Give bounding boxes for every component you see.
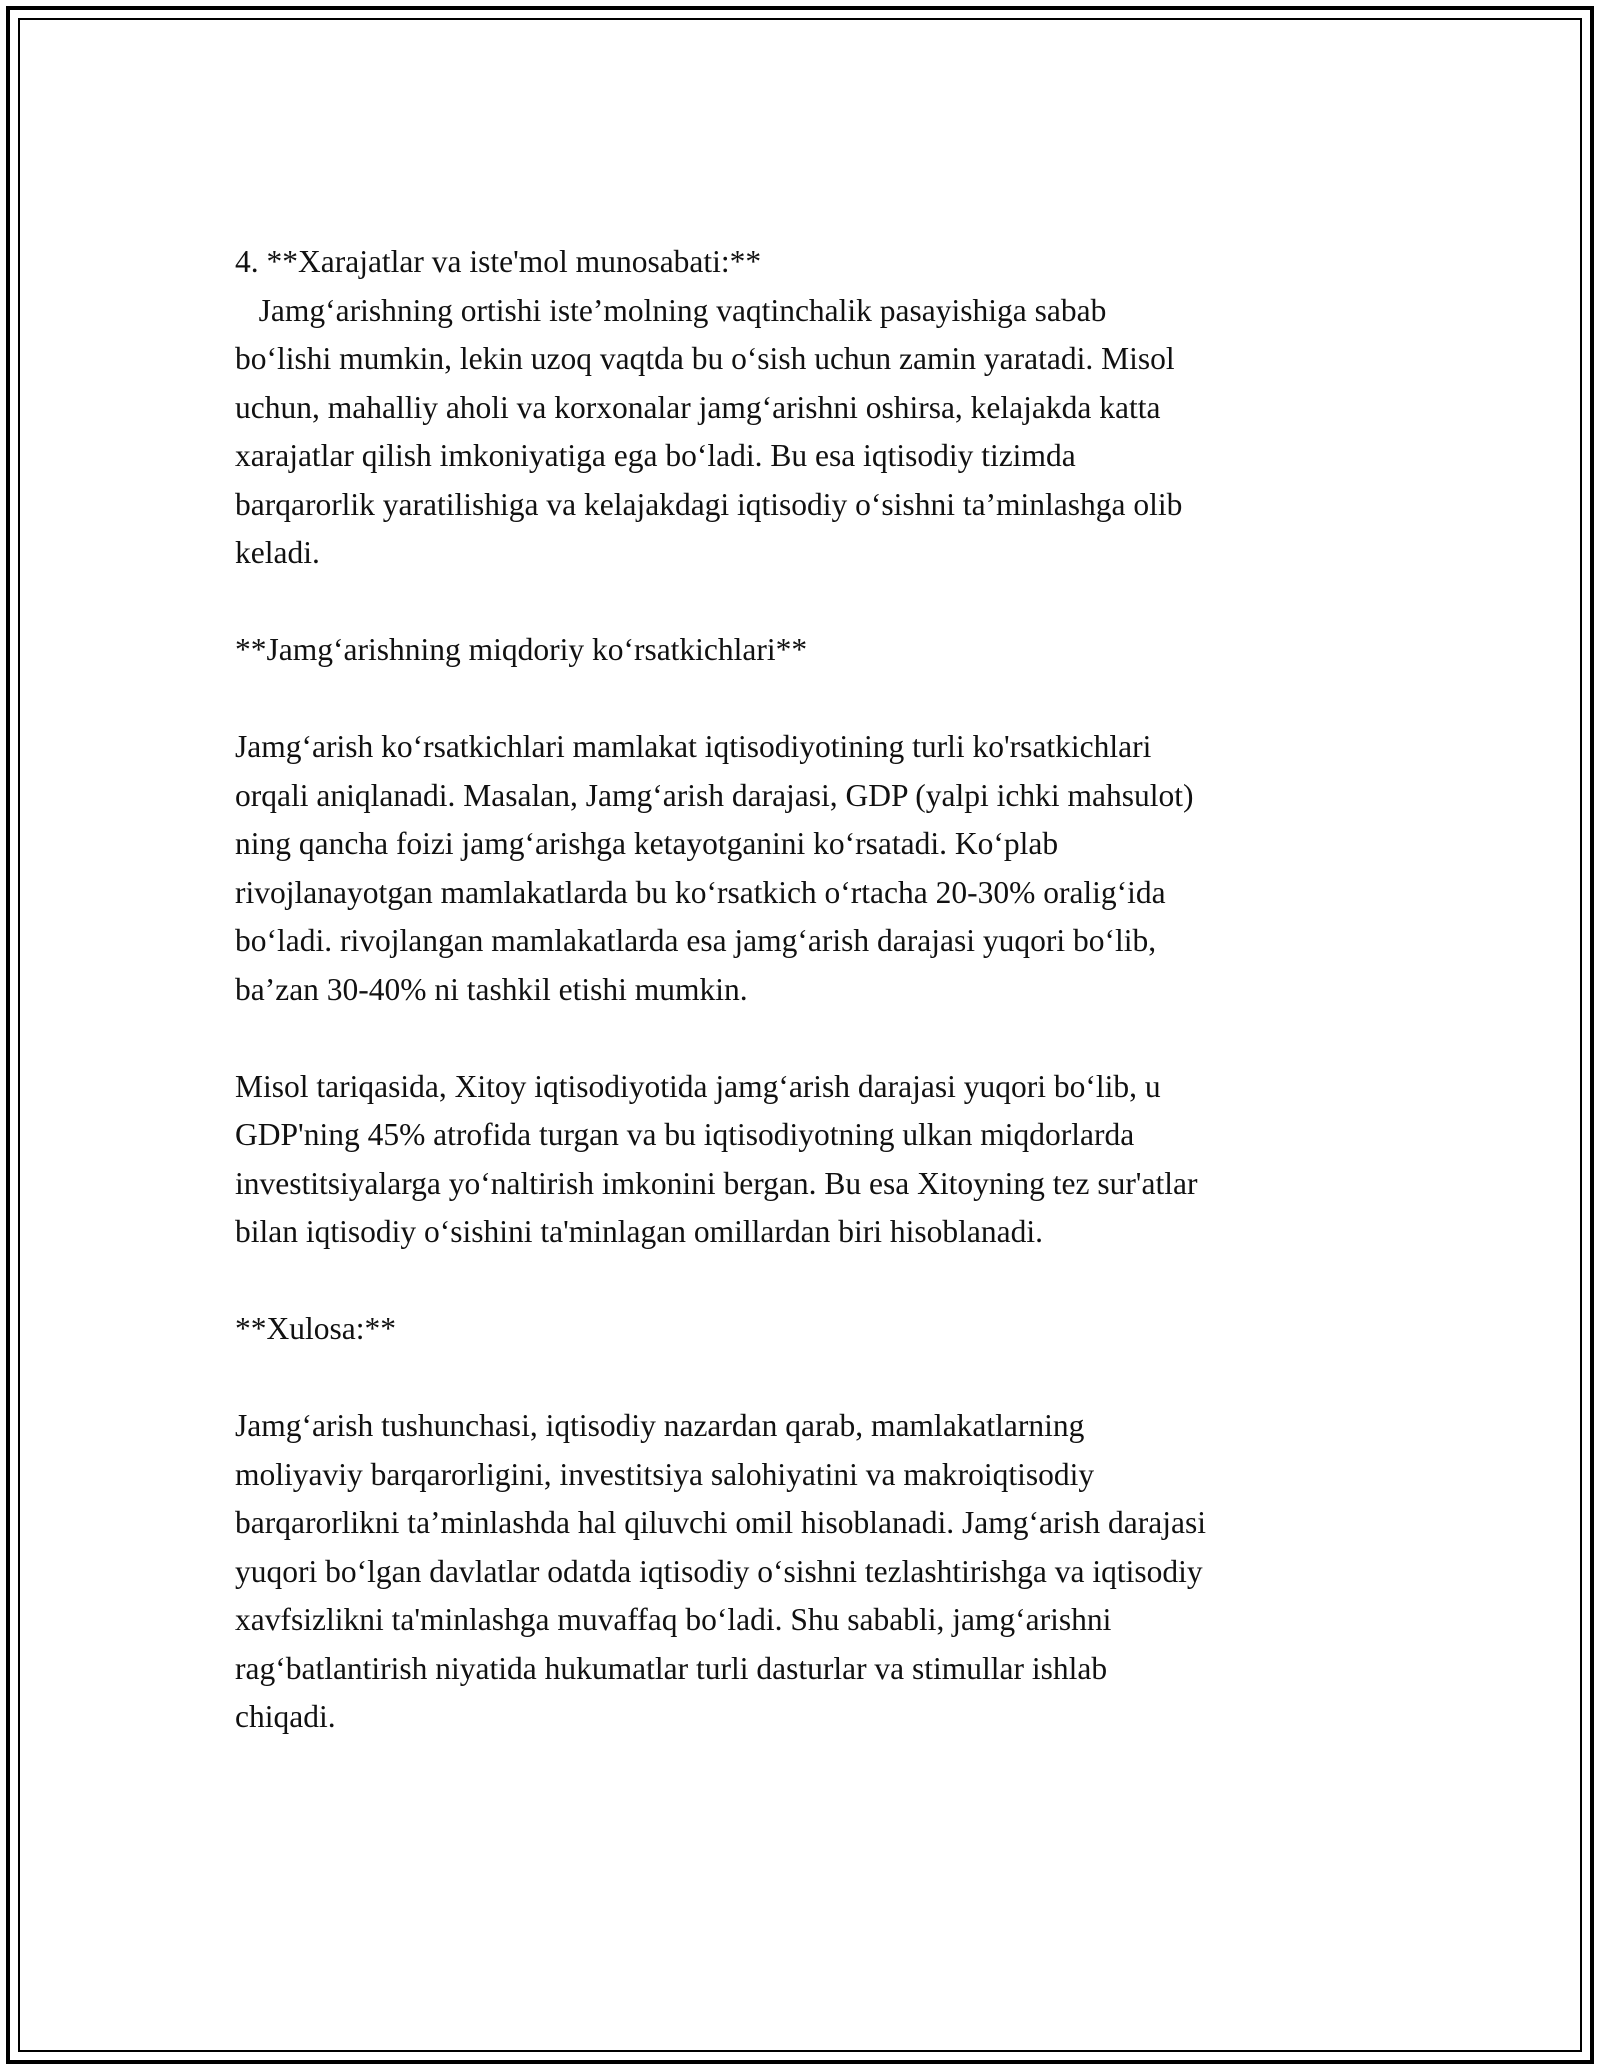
- paragraph-line: keladi.: [235, 535, 320, 570]
- paragraph-line: GDP'ning 45% atrofida turgan va bu iqtisodiyotning ulkan miqdorlarda: [235, 1117, 1135, 1152]
- section-heading: 4. **Xarajatlar va iste'mol munosabati:**: [235, 244, 762, 279]
- paragraph-line: barqarorlikni ta’minlashda hal qiluvchi omil hisoblanadi. Jamg‘arish darajasi: [235, 1505, 1206, 1540]
- paragraph-line: xarajatlar qilish imkoniyatiga ega bo‘ladi. Bu esa iqtisodiy tizimda: [235, 438, 1076, 473]
- paragraph-indicators: [235, 723, 1385, 1014]
- paragraph-line: rag‘batlantirish niyatida hukumatlar turli dasturlar va stimullar ishlab: [235, 1650, 1108, 1686]
- paragraph-line: bo‘lishi mumkin, lekin uzoq vaqtda bu o‘sish uchun zamin yaratadi. Misol: [235, 341, 1175, 376]
- paragraph-line: Jamg‘arish ko‘rsatkichlari mamlakat iqtisodiyotining turli ko'rsatkichlari: [235, 729, 1152, 764]
- section-heading-conclusion: [235, 1305, 1385, 1354]
- paragraph-line: barqarorlik yaratilishiga va kelajakdagi iqtisodiy o‘sishni ta’minlashga olib: [235, 486, 1183, 522]
- paragraph-line: uchun, mahalliy aholi va korxonalar jamg‘arishni oshirsa, kelajakda katta: [235, 389, 1161, 425]
- paragraph-china-example: [235, 1063, 1385, 1257]
- paragraph-line: ba’zan 30-40% ni tashkil etishi mumkin.: [235, 971, 748, 1007]
- paragraph-line: yuqori bo‘lgan davlatlar odatda iqtisodiy o‘sishni tezlashtirishga va iqtisodiy: [235, 1553, 1203, 1589]
- paragraph-line: Jamg‘arish tushunchasi, iqtisodiy nazardan qarab, mamlakatlarning: [235, 1408, 1085, 1443]
- section-spending-consumption: [235, 238, 1385, 578]
- section-heading: **Jamg‘arishning miqdoriy ko‘rsatkichlari**: [235, 632, 808, 667]
- paragraph-line: bo‘ladi. rivojlangan mamlakatlarda esa jamg‘arish darajasi yuqori bo‘lib,: [235, 923, 1157, 958]
- paragraph-line: ning qancha foizi jamg‘arishga ketayotganini ko‘rsatadi. Ko‘plab: [235, 826, 1059, 861]
- section-heading: **Xulosa:**: [235, 1311, 396, 1346]
- paragraph-line: Jamg‘arishning ortishi iste’molning vaqtinchalik pasayishiga sabab: [235, 292, 1107, 328]
- paragraph-line: rivojlanayotgan mamlakatlarda bu ko‘rsatkich o‘rtacha 20-30% oralig‘ida: [235, 874, 1166, 910]
- document-body: [235, 238, 1385, 1742]
- paragraph-line: moliyaviy barqarorligini, investitsiya salohiyatini va makroiqtisodiy: [235, 1456, 1095, 1492]
- paragraph-line: orqali aniqlanadi. Masalan, Jamg‘arish darajasi, GDP (yalpi ichki mahsulot): [235, 777, 1194, 813]
- paragraph-line: Misol tariqasida, Xitoy iqtisodiyotida jamg‘arish darajasi yuqori bo‘lib, u: [235, 1068, 1161, 1104]
- paragraph-line: chiqadi.: [235, 1699, 336, 1734]
- paragraph-conclusion: [235, 1402, 1385, 1742]
- section-heading-indicators: [235, 626, 1385, 675]
- paragraph-line: xavfsizlikni ta'minlashga muvaffaq bo‘ladi. Shu sababli, jamg‘arishni: [235, 1602, 1112, 1637]
- paragraph-line: bilan iqtisodiy o‘sishini ta'minlagan omillardan biri hisoblanadi.: [235, 1214, 1043, 1249]
- paragraph-line: investitsiyalarga yo‘naltirish imkonini bergan. Bu esa Xitoyning tez sur'atlar: [235, 1165, 1198, 1201]
